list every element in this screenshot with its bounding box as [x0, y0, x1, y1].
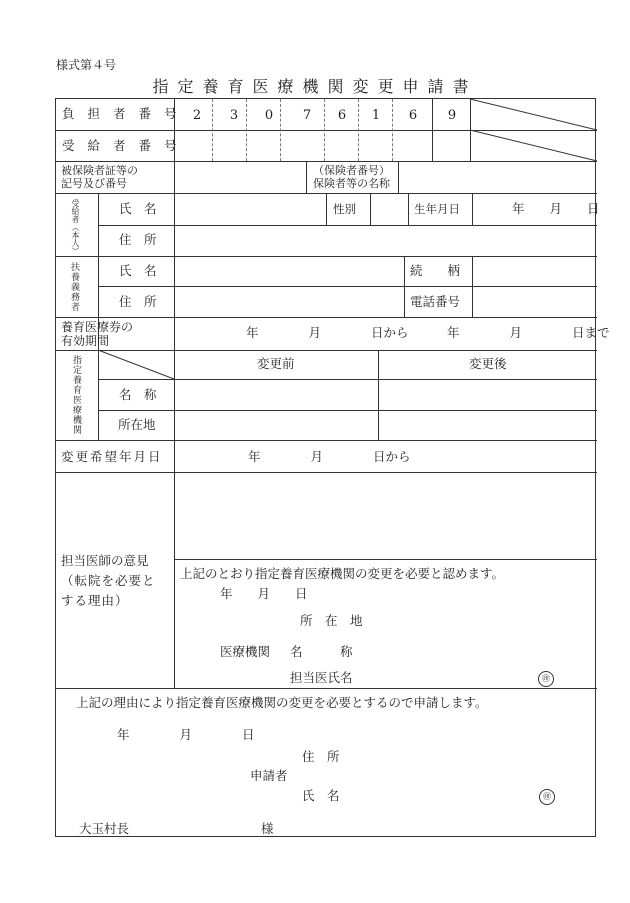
institution-name-label: 名 称 [119, 387, 157, 402]
doctor-name-label: 担当医氏名 [290, 670, 353, 685]
doctor-opinion-label: （転院を必要と [61, 573, 156, 588]
row-divider [56, 317, 597, 318]
institution-group-label: 指定養育医療機関 [71, 355, 81, 435]
before-change-header: 変更前 [257, 356, 295, 371]
doctor-seal-mark: ㊞ [538, 671, 554, 687]
row-divider [56, 688, 597, 689]
payer-digit: 6 [408, 108, 418, 123]
applicant-seal-mark: ㊞ [539, 789, 555, 805]
row-divider [56, 161, 597, 162]
cell-divider [326, 193, 327, 225]
after-change-header: 変更後 [469, 356, 507, 371]
birth-date-label: 生年月日 [414, 202, 460, 216]
payer-digit: 9 [447, 108, 457, 123]
payer-digit: 1 [371, 108, 381, 123]
label-column-divider [174, 99, 175, 688]
cell-divider [472, 256, 473, 317]
doctor-date: 年 月 日 [220, 586, 308, 601]
validity-label: 有効期間 [61, 334, 110, 348]
recipient-name-label: 氏 名 [119, 201, 157, 216]
row-divider [98, 379, 597, 380]
cell-divider [306, 161, 307, 193]
recipient-group-label: 受給者（本人） [71, 199, 80, 255]
doctor-opinion-label: 担当医師の意見 [61, 553, 149, 568]
row-divider [56, 256, 597, 257]
row-divider [174, 559, 597, 560]
row-divider [98, 225, 597, 226]
application-statement: 上記の理由により指定養育医療機関の変更を必要とするので申請します。 [76, 695, 488, 710]
applicant-address-label: 住 所 [302, 749, 340, 764]
payer-digit: 0 [264, 108, 274, 123]
institution-location-label: 所在地 [118, 417, 156, 432]
row-divider [56, 440, 597, 441]
document-title: 指定養育医療機関変更申請書 [152, 77, 478, 96]
row-divider [98, 410, 597, 411]
applicant-name-label: 氏 名 [302, 788, 340, 803]
row-divider [98, 286, 597, 287]
doctor-statement: 上記のとおり指定養育医療機関の変更を必要と認めます。 [180, 566, 505, 581]
phone-label: 電話番号 [410, 294, 461, 309]
validity-to: 年 月 日まで [447, 325, 610, 340]
application-date: 年 月 日 [117, 727, 255, 742]
applicant-label: 申請者 [250, 768, 288, 783]
doctor-institution-name-label: 名 称 [290, 644, 353, 659]
guardian-name-label: 氏 名 [119, 263, 157, 278]
header-diagonal [98, 350, 174, 379]
recipient-address-label: 住 所 [119, 232, 157, 247]
row-divider [56, 472, 597, 473]
application-form-table [55, 98, 610, 837]
insurer-number-label: （保険者番号） [313, 164, 390, 177]
desired-date-value: 年 月 日から [248, 449, 411, 464]
relation-label: 続 柄 [410, 263, 461, 278]
birth-date-value: 年 月 日 [512, 201, 600, 216]
cell-divider [408, 193, 409, 225]
payer-digit: 6 [337, 108, 347, 123]
unused-cell-diagonal [470, 99, 597, 161]
digit-divider [432, 99, 433, 161]
payer-digit: 7 [302, 108, 312, 123]
doctor-location-label: 所 在 地 [300, 613, 363, 628]
doctor-opinion-label: する理由） [61, 593, 129, 608]
cell-divider [378, 350, 379, 440]
cell-divider [398, 161, 399, 193]
cell-divider [404, 256, 405, 317]
addressee: 大玉村長 [79, 821, 130, 836]
payer-digit: 3 [229, 108, 239, 123]
cell-divider [472, 193, 473, 225]
sex-label: 性別 [333, 202, 356, 216]
recipient-number-label: 受給者番号 [62, 138, 190, 153]
group-column-divider [98, 193, 99, 440]
desired-date-label: 変更希望年月日 [61, 449, 163, 464]
insurer-name-label: 保険者等の名称 [313, 177, 390, 190]
payer-number-label: 負担者番号 [62, 106, 190, 121]
insurance-label: 記号及び番号 [61, 177, 127, 190]
cell-divider [370, 193, 371, 225]
guardian-group-label: 扶養義務者 [69, 262, 79, 312]
insurance-label: 被保険者証等の [61, 164, 138, 177]
honorific: 様 [261, 821, 274, 836]
payer-digit: 2 [192, 108, 202, 123]
validity-label: 養育医療券の [61, 320, 134, 334]
medical-institution-label: 医療機関 [220, 644, 271, 659]
validity-from: 年 月 日から [246, 325, 409, 340]
guardian-address-label: 住 所 [119, 294, 157, 309]
form-number: 様式第４号 [56, 58, 117, 72]
